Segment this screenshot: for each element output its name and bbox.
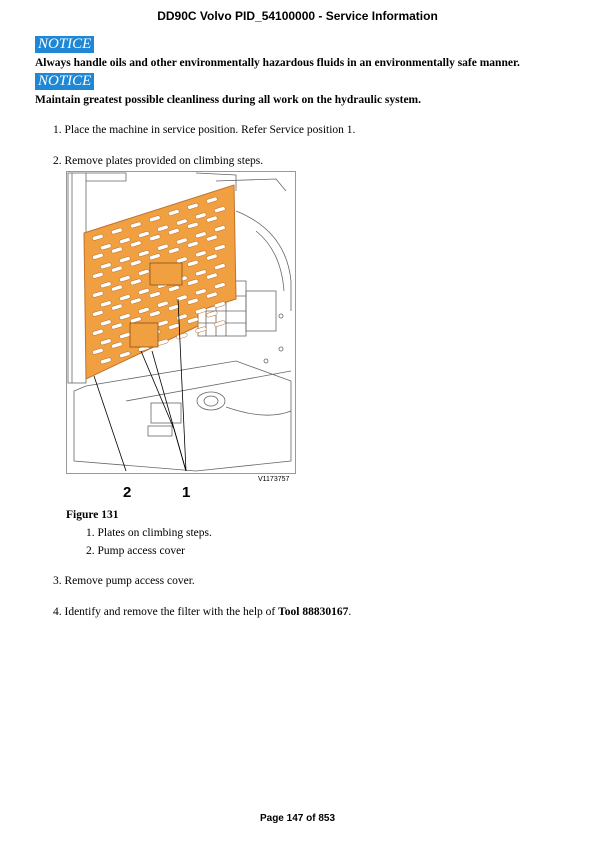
callout-2: 2 <box>123 484 132 501</box>
page-header: DD90C Volvo PID_54100000 - Service Information <box>157 9 438 23</box>
notice-text-2: Maintain greatest possible cleanliness during all work on the hydraulic system. <box>35 94 422 106</box>
step-4 <box>53 606 351 618</box>
step-4-text: 4. Identify and remove the filter with the help of <box>53 606 279 618</box>
figure-image-code: V1173757 <box>258 476 290 483</box>
figure-caption: Figure 131 <box>66 509 119 521</box>
step-1: 1. Place the machine in service position. Refer Service position 1. <box>53 124 356 136</box>
page-footer: Page 147 of 853 <box>259 813 336 824</box>
figure-legend-item-2: 2. Pump access cover <box>86 545 185 557</box>
figure-legend-item-1: 1. Plates on climbing steps. <box>86 527 212 539</box>
tool-reference: Tool 88830167 <box>278 606 349 618</box>
figure-illustration <box>66 171 296 483</box>
notice-badge-2: NOTICE <box>35 73 94 90</box>
notice-text-1: Always handle oils and other environmentally hazardous fluids in an environmentally safe manner. <box>35 57 520 69</box>
callout-1: 1 <box>182 484 191 501</box>
step-2: 2. Remove plates provided on climbing steps. <box>53 155 264 167</box>
step-3: 3. Remove pump access cover. <box>53 575 195 587</box>
notice-badge-1: NOTICE <box>35 36 94 53</box>
step-4-end: . <box>348 606 352 618</box>
